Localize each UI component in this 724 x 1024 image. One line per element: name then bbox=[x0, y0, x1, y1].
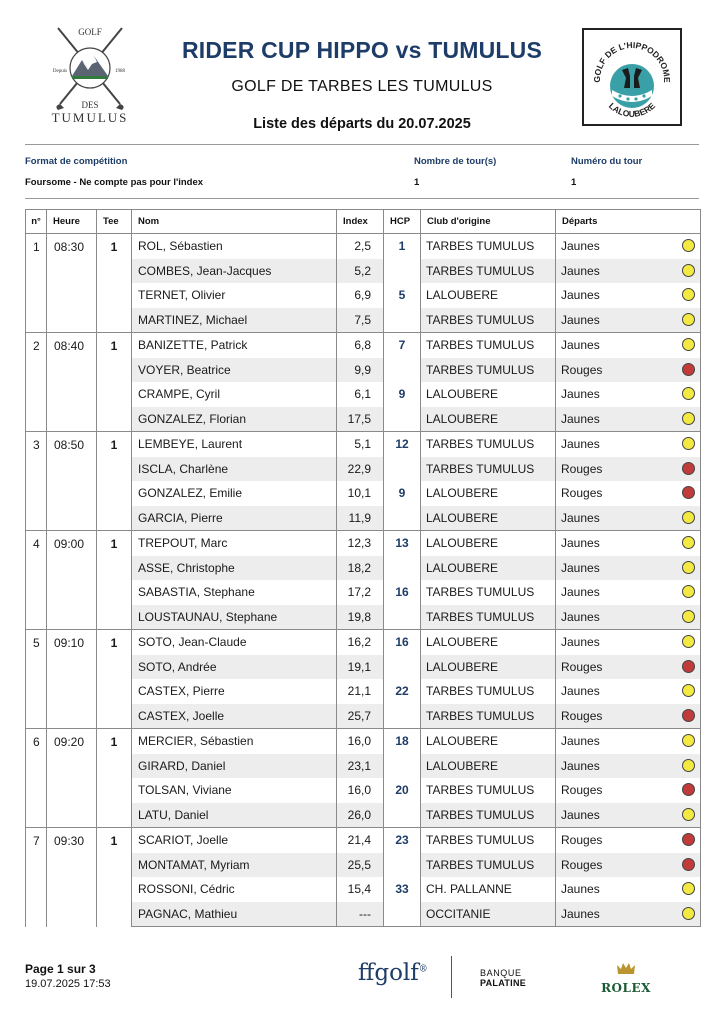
col-header-nom: Nom bbox=[132, 210, 337, 234]
tee-color-dot-icon bbox=[682, 313, 695, 326]
tee-color-dot-icon bbox=[682, 833, 695, 846]
tee-color-dot-icon bbox=[682, 288, 695, 301]
group-time: 08:50 bbox=[47, 432, 97, 531]
player-name: MONTAMAT, Myriam bbox=[132, 853, 337, 878]
player-club: TARBES TUMULUS bbox=[421, 358, 556, 383]
departs-label: Rouges bbox=[561, 783, 603, 798]
page-number: Page 1 sur 3 bbox=[25, 962, 96, 976]
player-club: CH. PALLANNE bbox=[421, 877, 556, 902]
col-header-tee: Tee bbox=[97, 210, 132, 234]
tee-color-dot-icon bbox=[682, 536, 695, 549]
player-departs bbox=[556, 333, 701, 358]
rolex-logo bbox=[598, 962, 654, 995]
player-name: CASTEX, Joelle bbox=[132, 704, 337, 729]
golf-des-tumulus-logo bbox=[38, 24, 142, 128]
player-name: TOLSAN, Viviane bbox=[132, 778, 337, 803]
player-club: LALOUBERE bbox=[421, 630, 556, 655]
player-name: SABASTIA, Stephane bbox=[132, 580, 337, 605]
player-hcp: 23 bbox=[384, 828, 421, 853]
group-number: 7 bbox=[26, 828, 47, 927]
player-departs bbox=[556, 679, 701, 704]
tee-color-dot-icon bbox=[682, 660, 695, 673]
tours-label: Nombre de tour(s) bbox=[414, 156, 497, 167]
departs-label: Jaunes bbox=[561, 510, 600, 525]
player-hcp: 16 bbox=[384, 580, 421, 605]
player-index: 23,1 bbox=[337, 754, 384, 779]
departs-label: Jaunes bbox=[561, 684, 600, 699]
logo-left-bottom-text: TUMULUS bbox=[51, 110, 129, 125]
departs-label: Jaunes bbox=[561, 585, 600, 600]
tee-color-dot-icon bbox=[682, 759, 695, 772]
tee-color-dot-icon bbox=[682, 239, 695, 252]
group-number: 1 bbox=[26, 234, 47, 333]
player-name: GARCIA, Pierre bbox=[132, 506, 337, 531]
departs-label: Jaunes bbox=[561, 288, 600, 303]
player-hcp: 12 bbox=[384, 432, 421, 457]
col-header-heure: Heure bbox=[47, 210, 97, 234]
table-row bbox=[26, 630, 701, 655]
table-row bbox=[26, 432, 701, 457]
player-hcp: 22 bbox=[384, 679, 421, 704]
player-name: ROSSONI, Cédric bbox=[132, 877, 337, 902]
player-hcp: 33 bbox=[384, 877, 421, 902]
player-index: 7,5 bbox=[337, 308, 384, 333]
player-index: 18,2 bbox=[337, 556, 384, 581]
player-hcp bbox=[384, 704, 421, 729]
player-club: LALOUBERE bbox=[421, 407, 556, 432]
player-index: 19,8 bbox=[337, 605, 384, 630]
departs-label: Jaunes bbox=[561, 758, 600, 773]
player-departs bbox=[556, 259, 701, 284]
tours-value: 1 bbox=[414, 177, 420, 188]
logo-left-mid-text: DES bbox=[81, 100, 99, 110]
tee-color-dot-icon bbox=[682, 882, 695, 895]
list-date-title: Liste des départs du 20.07.2025 bbox=[253, 116, 471, 132]
player-index: 5,2 bbox=[337, 259, 384, 284]
group-number: 2 bbox=[26, 333, 47, 432]
player-hcp bbox=[384, 308, 421, 333]
departs-label: Jaunes bbox=[561, 411, 600, 426]
player-name: ISCLA, Charlène bbox=[132, 457, 337, 482]
player-name: CASTEX, Pierre bbox=[132, 679, 337, 704]
ffgolf-text: ffgolf bbox=[358, 960, 419, 986]
player-name: VOYER, Beatrice bbox=[132, 358, 337, 383]
tee-color-dot-icon bbox=[682, 610, 695, 623]
ffgolf-logo: ffgolf® bbox=[358, 960, 428, 986]
player-departs bbox=[556, 655, 701, 680]
player-hcp bbox=[384, 556, 421, 581]
tee-color-dot-icon bbox=[682, 907, 695, 920]
player-departs bbox=[556, 630, 701, 655]
player-hcp bbox=[384, 407, 421, 432]
departs-label: Jaunes bbox=[561, 437, 600, 452]
tee-color-dot-icon bbox=[682, 783, 695, 796]
player-index: 25,5 bbox=[337, 853, 384, 878]
group-time: 08:40 bbox=[47, 333, 97, 432]
player-hcp bbox=[384, 457, 421, 482]
departs-label: Rouges bbox=[561, 362, 603, 377]
player-hcp: 16 bbox=[384, 630, 421, 655]
player-name: GIRARD, Daniel bbox=[132, 754, 337, 779]
departs-label: Rouges bbox=[561, 486, 603, 501]
player-name: TERNET, Olivier bbox=[132, 283, 337, 308]
departs-label: Rouges bbox=[561, 833, 603, 848]
col-header-n: n° bbox=[26, 210, 47, 234]
logo-right-bottom-text: LALOUBERE bbox=[606, 100, 658, 119]
player-departs bbox=[556, 234, 701, 259]
tee-color-dot-icon bbox=[682, 585, 695, 598]
player-hcp: 20 bbox=[384, 778, 421, 803]
player-club: TARBES TUMULUS bbox=[421, 234, 556, 259]
numero-label: Numéro du tour bbox=[571, 156, 643, 167]
player-index: 12,3 bbox=[337, 531, 384, 556]
group-tee: 1 bbox=[97, 828, 132, 927]
departs-label: Jaunes bbox=[561, 734, 600, 749]
player-departs bbox=[556, 877, 701, 902]
player-club: TARBES TUMULUS bbox=[421, 679, 556, 704]
player-club: TARBES TUMULUS bbox=[421, 308, 556, 333]
player-departs bbox=[556, 506, 701, 531]
departs-label: Jaunes bbox=[561, 560, 600, 575]
group-tee: 1 bbox=[97, 234, 132, 333]
player-index: 5,1 bbox=[337, 432, 384, 457]
player-name: GONZALEZ, Florian bbox=[132, 407, 337, 432]
player-club: TARBES TUMULUS bbox=[421, 828, 556, 853]
player-name: SCARIOT, Joelle bbox=[132, 828, 337, 853]
player-departs bbox=[556, 754, 701, 779]
player-name: LOUSTAUNAU, Stephane bbox=[132, 605, 337, 630]
player-club: LALOUBERE bbox=[421, 556, 556, 581]
table-row bbox=[26, 828, 701, 853]
player-index: 17,2 bbox=[337, 580, 384, 605]
player-departs bbox=[556, 382, 701, 407]
logo-left-depuis: Depuis bbox=[52, 69, 68, 74]
player-departs bbox=[556, 481, 701, 506]
player-club: TARBES TUMULUS bbox=[421, 853, 556, 878]
player-name: CRAMPE, Cyril bbox=[132, 382, 337, 407]
format-value: Foursome - Ne compte pas pour l'index bbox=[25, 177, 204, 188]
player-hcp bbox=[384, 902, 421, 927]
player-departs bbox=[556, 358, 701, 383]
tee-color-dot-icon bbox=[682, 387, 695, 400]
player-departs bbox=[556, 580, 701, 605]
col-header-departs: Départs bbox=[556, 210, 701, 234]
departs-label: Jaunes bbox=[561, 906, 600, 921]
table-body bbox=[26, 234, 701, 927]
player-name: MARTINEZ, Michael bbox=[132, 308, 337, 333]
print-datetime: 19.07.2025 17:53 bbox=[25, 978, 111, 990]
player-club: LALOUBERE bbox=[421, 481, 556, 506]
player-index: 21,4 bbox=[337, 828, 384, 853]
player-club: TARBES TUMULUS bbox=[421, 778, 556, 803]
player-departs bbox=[556, 308, 701, 333]
departs-label: Jaunes bbox=[561, 536, 600, 551]
player-index: 22,9 bbox=[337, 457, 384, 482]
footer-separator bbox=[451, 956, 452, 998]
player-hcp bbox=[384, 506, 421, 531]
player-name: LATU, Daniel bbox=[132, 803, 337, 828]
player-index: 21,1 bbox=[337, 679, 384, 704]
player-club: LALOUBERE bbox=[421, 283, 556, 308]
tee-color-dot-icon bbox=[682, 808, 695, 821]
player-hcp bbox=[384, 754, 421, 779]
player-index: 16,2 bbox=[337, 630, 384, 655]
player-hcp: 1 bbox=[384, 234, 421, 259]
player-name: LEMBEYE, Laurent bbox=[132, 432, 337, 457]
player-name: GONZALEZ, Emilie bbox=[132, 481, 337, 506]
player-departs bbox=[556, 828, 701, 853]
departs-label: Jaunes bbox=[561, 609, 600, 624]
player-hcp bbox=[384, 358, 421, 383]
player-index: 26,0 bbox=[337, 803, 384, 828]
departs-label: Rouges bbox=[561, 708, 603, 723]
table-row bbox=[26, 729, 701, 754]
golf-hippodrome-logo bbox=[582, 28, 682, 126]
player-hcp: 9 bbox=[384, 382, 421, 407]
table-header-row bbox=[26, 210, 701, 234]
format-label: Format de compétition bbox=[25, 156, 128, 167]
departs-label: Jaunes bbox=[561, 338, 600, 353]
format-divider bbox=[25, 198, 699, 199]
player-club: OCCITANIE bbox=[421, 902, 556, 927]
player-departs bbox=[556, 902, 701, 927]
player-index: 9,9 bbox=[337, 358, 384, 383]
player-hcp: 7 bbox=[384, 333, 421, 358]
player-name: SOTO, Jean-Claude bbox=[132, 630, 337, 655]
start-list-table bbox=[25, 209, 701, 927]
tee-color-dot-icon bbox=[682, 462, 695, 475]
group-number: 6 bbox=[26, 729, 47, 828]
player-hcp bbox=[384, 853, 421, 878]
group-tee: 1 bbox=[97, 333, 132, 432]
player-departs bbox=[556, 853, 701, 878]
player-name: TREPOUT, Marc bbox=[132, 531, 337, 556]
tee-color-dot-icon bbox=[682, 684, 695, 697]
table-row bbox=[26, 531, 701, 556]
banque-line2: PALATINE bbox=[480, 978, 527, 988]
player-index: 2,5 bbox=[337, 234, 384, 259]
player-departs bbox=[556, 704, 701, 729]
departs-label: Jaunes bbox=[561, 239, 600, 254]
tee-color-dot-icon bbox=[682, 264, 695, 277]
group-time: 09:20 bbox=[47, 729, 97, 828]
player-departs bbox=[556, 457, 701, 482]
departs-label: Jaunes bbox=[561, 635, 600, 650]
logo-left-top-text: GOLF bbox=[78, 27, 102, 37]
col-header-index: Index bbox=[337, 210, 384, 234]
group-tee: 1 bbox=[97, 531, 132, 630]
player-index: 16,0 bbox=[337, 778, 384, 803]
player-club: TARBES TUMULUS bbox=[421, 457, 556, 482]
departs-label: Jaunes bbox=[561, 263, 600, 278]
player-club: TARBES TUMULUS bbox=[421, 605, 556, 630]
table-row bbox=[26, 234, 701, 259]
player-departs bbox=[556, 283, 701, 308]
page-title: RIDER CUP HIPPO vs TUMULUS bbox=[181, 37, 543, 63]
header-divider bbox=[25, 144, 699, 145]
tee-color-dot-icon bbox=[682, 363, 695, 376]
player-index: 10,1 bbox=[337, 481, 384, 506]
player-departs bbox=[556, 531, 701, 556]
departs-label: Jaunes bbox=[561, 807, 600, 822]
player-hcp: 5 bbox=[384, 283, 421, 308]
table-row bbox=[26, 333, 701, 358]
player-index: --- bbox=[337, 902, 384, 927]
player-club: LALOUBERE bbox=[421, 729, 556, 754]
crown-icon bbox=[616, 962, 636, 976]
player-club: LALOUBERE bbox=[421, 754, 556, 779]
player-name: ROL, Sébastien bbox=[132, 234, 337, 259]
col-header-club: Club d'origine bbox=[421, 210, 556, 234]
player-hcp bbox=[384, 655, 421, 680]
player-departs bbox=[556, 803, 701, 828]
player-club: TARBES TUMULUS bbox=[421, 432, 556, 457]
logo-left-year: 1988 bbox=[115, 69, 125, 74]
player-index: 6,1 bbox=[337, 382, 384, 407]
player-name: ASSE, Christophe bbox=[132, 556, 337, 581]
player-name: SOTO, Andrée bbox=[132, 655, 337, 680]
player-hcp: 9 bbox=[384, 481, 421, 506]
group-number: 3 bbox=[26, 432, 47, 531]
player-index: 17,5 bbox=[337, 407, 384, 432]
tee-color-dot-icon bbox=[682, 338, 695, 351]
tee-color-dot-icon bbox=[682, 486, 695, 499]
player-club: TARBES TUMULUS bbox=[421, 803, 556, 828]
group-tee: 1 bbox=[97, 432, 132, 531]
departs-label: Rouges bbox=[561, 857, 603, 872]
tee-color-dot-icon bbox=[682, 412, 695, 425]
player-name: MERCIER, Sébastien bbox=[132, 729, 337, 754]
banque-line1: BANQUE bbox=[480, 968, 522, 978]
departs-label: Jaunes bbox=[561, 882, 600, 897]
player-departs bbox=[556, 432, 701, 457]
rolex-text: ROLEX bbox=[601, 981, 651, 995]
player-name: COMBES, Jean-Jacques bbox=[132, 259, 337, 284]
player-index: 6,8 bbox=[337, 333, 384, 358]
player-club: LALOUBERE bbox=[421, 655, 556, 680]
player-departs bbox=[556, 729, 701, 754]
tee-color-dot-icon bbox=[682, 437, 695, 450]
player-name: PAGNAC, Mathieu bbox=[132, 902, 337, 927]
logo-right-top-text: GOLF DE L'HIPPODROME bbox=[591, 39, 673, 83]
player-departs bbox=[556, 556, 701, 581]
group-time: 08:30 bbox=[47, 234, 97, 333]
player-hcp: 18 bbox=[384, 729, 421, 754]
departs-label: Rouges bbox=[561, 461, 603, 476]
player-index: 11,9 bbox=[337, 506, 384, 531]
player-club: TARBES TUMULUS bbox=[421, 580, 556, 605]
player-hcp bbox=[384, 259, 421, 284]
player-index: 6,9 bbox=[337, 283, 384, 308]
player-name: BANIZETTE, Patrick bbox=[132, 333, 337, 358]
group-time: 09:00 bbox=[47, 531, 97, 630]
tee-color-dot-icon bbox=[682, 561, 695, 574]
player-hcp bbox=[384, 803, 421, 828]
player-club: TARBES TUMULUS bbox=[421, 704, 556, 729]
player-index: 25,7 bbox=[337, 704, 384, 729]
group-tee: 1 bbox=[97, 729, 132, 828]
page-subtitle: GOLF DE TARBES LES TUMULUS bbox=[231, 78, 493, 95]
departs-label: Jaunes bbox=[561, 312, 600, 327]
tee-color-dot-icon bbox=[682, 709, 695, 722]
player-index: 15,4 bbox=[337, 877, 384, 902]
player-club: LALOUBERE bbox=[421, 531, 556, 556]
tee-color-dot-icon bbox=[682, 635, 695, 648]
tee-color-dot-icon bbox=[682, 734, 695, 747]
tee-color-dot-icon bbox=[682, 511, 695, 524]
banque-palatine-logo bbox=[480, 968, 575, 988]
group-number: 4 bbox=[26, 531, 47, 630]
group-time: 09:30 bbox=[47, 828, 97, 927]
player-departs bbox=[556, 778, 701, 803]
player-club: TARBES TUMULUS bbox=[421, 333, 556, 358]
col-header-hcp: HCP bbox=[384, 210, 421, 234]
departs-label: Jaunes bbox=[561, 387, 600, 402]
departs-label: Rouges bbox=[561, 659, 603, 674]
player-index: 19,1 bbox=[337, 655, 384, 680]
player-index: 16,0 bbox=[337, 729, 384, 754]
player-departs bbox=[556, 605, 701, 630]
tee-color-dot-icon bbox=[682, 858, 695, 871]
player-club: LALOUBERE bbox=[421, 382, 556, 407]
player-departs bbox=[556, 407, 701, 432]
numero-value: 1 bbox=[571, 177, 577, 188]
player-hcp bbox=[384, 605, 421, 630]
group-number: 5 bbox=[26, 630, 47, 729]
player-club: LALOUBERE bbox=[421, 506, 556, 531]
player-club: TARBES TUMULUS bbox=[421, 259, 556, 284]
group-tee: 1 bbox=[97, 630, 132, 729]
group-time: 09:10 bbox=[47, 630, 97, 729]
player-hcp: 13 bbox=[384, 531, 421, 556]
